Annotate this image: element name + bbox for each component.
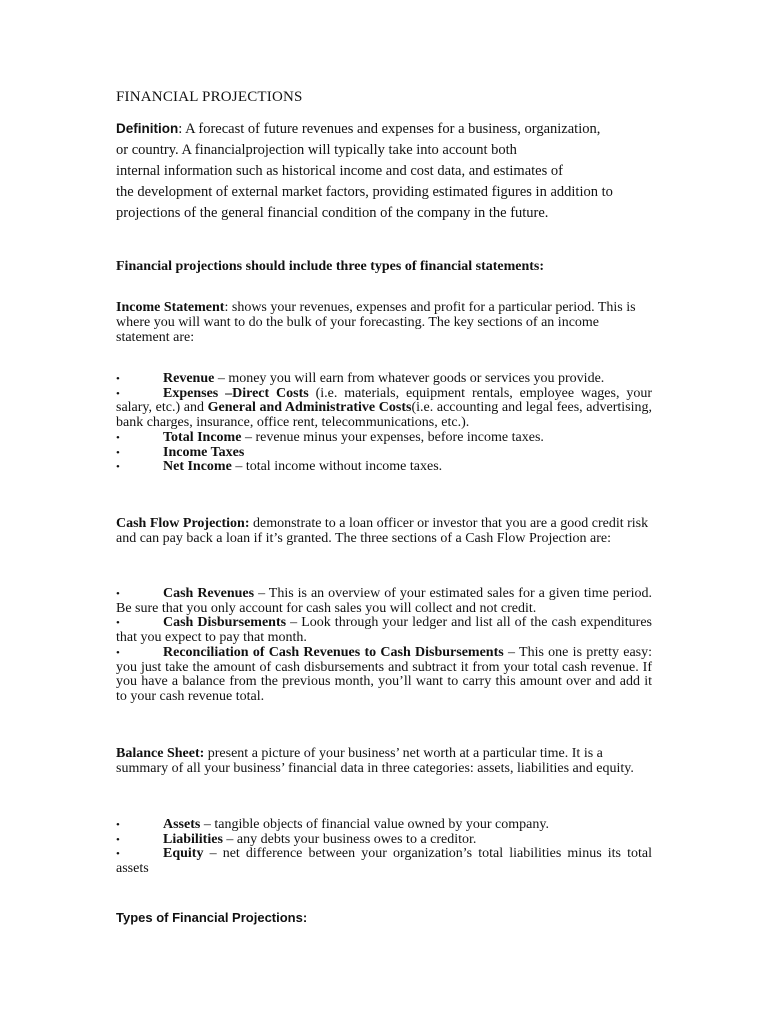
bullet-icon: • bbox=[116, 431, 120, 444]
bullet-icon: • bbox=[116, 833, 120, 846]
list-item-cash-revenues: • Cash Revenues – This is an overview of your estimated sales for a given time period. Be sure that you only account for cash sales you will collect and not credit. bbox=[116, 586, 652, 616]
definition-paragraph bbox=[116, 118, 652, 224]
definition-line-2: or country. A financialprojection will typically take into account both bbox=[116, 142, 517, 158]
income-statement-label: Income Statement bbox=[116, 300, 225, 315]
definition-line-4: the development of external market factors, providing estimated figures in addition to bbox=[116, 184, 613, 200]
list-item-cash-disbursements: • Cash Disbursements – Look through your ledger and list all of the cash expenditures that you expect to pay that month. bbox=[116, 615, 652, 646]
statements-intro: Financial projections should include three types of financial statements: bbox=[116, 259, 545, 274]
income-statement-paragraph: Income Statement: shows your revenues, expenses and profit for a particular period. This is where you will want to do the bulk of your forecasting. The key sections of an income statement are: bbox=[116, 300, 636, 345]
list-item-assets: • Assets – tangible objects of financial value owned by your company. bbox=[116, 817, 549, 832]
balance-sheet-list bbox=[116, 818, 652, 877]
definition-line-5: projections of the general financial condition of the company in the future. bbox=[116, 205, 549, 221]
bullet-icon: • bbox=[116, 617, 120, 630]
income-statement-list bbox=[116, 372, 652, 475]
balance-sheet-label: Balance Sheet: bbox=[116, 746, 205, 761]
bullet-icon: • bbox=[116, 373, 120, 385]
list-item-liabilities: • Liabilities – any debts your business owes to a creditor. bbox=[116, 831, 477, 847]
balance-sheet-paragraph: Balance Sheet: present a picture of your business’ net worth at a particular time. It is a summary of all your business’ financial data in three categories: assets, liabilities and equity. bbox=[116, 746, 634, 776]
list-item-expenses: • Expenses –Direct Costs (i.e. materials, equipment rentals, employee wages, your salary, etc.) and General and Administrative Costs(i.e. accounting and legal fees, advertising, bank charges, insurance, office rent, telecommunications, etc.). bbox=[116, 385, 653, 431]
bullet-icon: • bbox=[116, 461, 120, 474]
cash-flow-paragraph: Cash Flow Projection: demonstrate to a loan officer or investor that you are a good credit risk and can pay back a loan if it’s granted. The three sections of a Cash Flow Projection are: bbox=[116, 516, 649, 546]
bullet-icon: • bbox=[116, 646, 120, 659]
definition-line-3: internal information such as historical income and cost data, and estimates of bbox=[116, 163, 563, 179]
list-item-net-income: • Net Income – total income without income taxes. bbox=[116, 459, 443, 475]
bullet-icon: • bbox=[116, 819, 120, 831]
document-title: FINANCIAL PROJECTIONS bbox=[116, 89, 303, 105]
list-item-income-taxes: • Income Taxes bbox=[116, 444, 245, 460]
bullet-icon: • bbox=[116, 446, 120, 459]
definition-label: Definition bbox=[116, 121, 179, 136]
cash-flow-list bbox=[116, 587, 652, 705]
definition-line-1: Definition: A forecast of future revenues and expenses for a business, organization, bbox=[116, 121, 601, 137]
types-heading: Types of Financial Projections: bbox=[116, 910, 308, 925]
bullet-icon: • bbox=[116, 848, 120, 861]
list-item-revenue: • Revenue – money you will earn from whatever goods or services you provide. bbox=[116, 371, 605, 386]
cash-flow-label: Cash Flow Projection: bbox=[116, 516, 250, 531]
list-item-reconciliation: • Reconciliation of Cash Revenues to Cash Disbursements – This one is pretty easy: you just take the amount of cash disbursements and subtract it from your total cash revenue. If you have a balance from the previous month, you’ll want to carry this amount over and add it to your cash revenue total. bbox=[116, 644, 653, 704]
list-item-total-income: • Total Income – revenue minus your expenses, before income taxes. bbox=[116, 429, 544, 445]
list-item-equity: • Equity – net difference between your organization’s total liabilities minus its total assets bbox=[116, 846, 652, 877]
bullet-icon: • bbox=[116, 387, 120, 400]
bullet-icon: • bbox=[116, 588, 120, 600]
